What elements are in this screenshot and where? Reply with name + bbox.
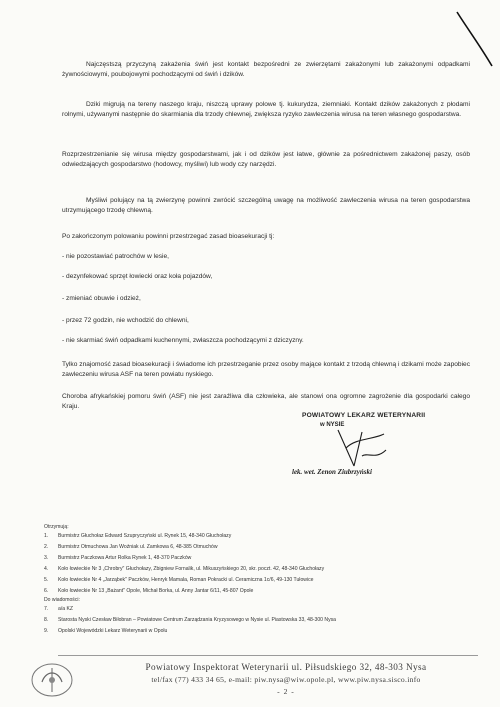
signatory-name: lek. wet. Zenon Ziubrzyński: [292, 468, 372, 476]
paragraph-infection-cause: Najczęstszą przyczyną zakażenia świń jest kontakt bezpośredni ze zwierzętami zakażonymi lub zakażonymi odpadkami żywnościowymi, poubojowymi pochodzącymi od świń i dzików.: [62, 61, 470, 78]
distribution-item: 5. Koło łowieckie Nr 4 „Jarząbek" Paczków, Henryk Mamala, Roman Pokracki ul. Ceramiczna 1c/6, 49-130 Tułowice: [44, 577, 314, 583]
paragraph-closing-awareness: Tylko znajomość zasad bioasekuracji i świadome ich przestrzeganie przez osoby mające kontakt z trzodą chlewną i dzikami może zapobiec zawleczeniu wirusa ASF na teren powiatu nyskiego.: [62, 361, 470, 378]
biosecurity-rule: - dezynfekować sprzęt łowiecki oraz koła pojazdów,: [62, 273, 213, 280]
signature-block: [262, 408, 462, 488]
biosecurity-rule: - nie pozostawiać patrochów w lesie,: [62, 253, 170, 260]
distribution-heading: Otrzymują:: [44, 524, 69, 530]
page-number: - 2 -: [277, 687, 295, 696]
footer-contact: tel/fax (77) 433 34 65, e-mail: piw.nysa@wiw.opole.pl, www.piw.nysa.sisco.info: [151, 675, 421, 684]
footer-divider: [58, 655, 478, 656]
biosecurity-rule: - zmieniać obuwie i odzież,: [62, 295, 141, 302]
paragraph-closing-human-safety: Choroba afrykańskiej pomoru świń (ASF) nie jest zaraźliwa dla człowieka, ale stanowi ona ogromne zagrożenie dla gospodarki całego Kraju.: [62, 393, 470, 410]
footer-institution: Powiatowy Inspektorat Weterynarii ul. Piłsudskiego 32, 48-303 Nysa: [145, 662, 427, 672]
handwritten-signature: [332, 426, 392, 470]
distribution-item: 8. Starosta Nyski Czesław Biłobran – Powiatowe Centrum Zarządzania Kryzysowego w Nysie ul. Piastowska 33, 48-300 Nysa: [44, 617, 337, 623]
distribution-item: 7. a/a KZ: [44, 606, 74, 612]
distribution-item: 4. Koło łowieckie Nr 3 „Chrobry" Głuchołazy, Zbigniew Fornalik, ul. Mikuszyńskiego 20, skr. poczt. 42, 48-340 Głuchołazy: [44, 566, 325, 572]
paragraph-hunters-attention: Myśliwi polujący na tą zwierzynę powinni zwrócić szczególną uwagę na możliwość zawleczenia wirusa na teren gospodarstwa utrzymującego trzodę chlewną.: [62, 197, 470, 214]
biosecurity-rule: - przez 72 godzin, nie wchodzić do chlewni,: [62, 317, 189, 324]
stamp-title: POWIATOWY LEKARZ WETERYNARII: [302, 412, 426, 419]
stamp-subtitle: w NYSIE: [320, 422, 345, 428]
biosecurity-rule: - nie skarmiać świń odpadkami kuchennymi, zwłaszcza pochodzącymi z dziczyzny.: [62, 337, 304, 344]
paragraph-wild-boar-migration: Dziki migrują na tereny naszego kraju, niszczą uprawy polowe tj. kukurydza, ziemniaki. Kontakt dzików zakażonych z płodami rolnymi, używanymi następnie do skarmiania dla trzody chlewnej, zwiększa ryzyko zawleczenia wirusa na teren własnego gospodarstwa.: [62, 101, 470, 118]
distribution-item: 9. Opolski Wojewódzki Lekarz Weterynarii w Opolu: [44, 628, 168, 634]
paragraph-virus-spread: Rozprzestrzenianie się wirusa między gospodarstwami, jak i od dzików jest łatwe, głównie za pośrednictwem zakażonej paszy, osób odwiedzających gospodarstwo (hodowcy, myśliwi) lub wody czy narzędzi.: [62, 151, 470, 168]
paragraph-biosecurity-intro: Po zakończonym polowaniu powinni przestrzegać zasad bioasekuracji tj:: [62, 233, 275, 240]
distribution-heading-cc: Do wiadomości:: [44, 597, 80, 603]
veterinary-inspection-emblem-icon: [28, 660, 76, 700]
distribution-item: 1. Burmistrz Głuchołaz Edward Szupryczyński ul. Rynek 15, 48-340 Głuchołazy: [44, 533, 232, 539]
distribution-item: 6. Koło łowieckie Nr 13 „Bażant" Opole, Michał Borka, ul. Anny Jantar 6/11, 45-807 Opole: [44, 588, 254, 594]
distribution-item: 3. Burmistrz Paczkowa Artur Rolka Rynek 1, 48-370 Paczków: [44, 555, 192, 561]
distribution-item: 2. Burmistrz Otmuchowa Jan Woźniak ul. Zamkowa 6, 48-385 Otmuchów: [44, 544, 218, 550]
